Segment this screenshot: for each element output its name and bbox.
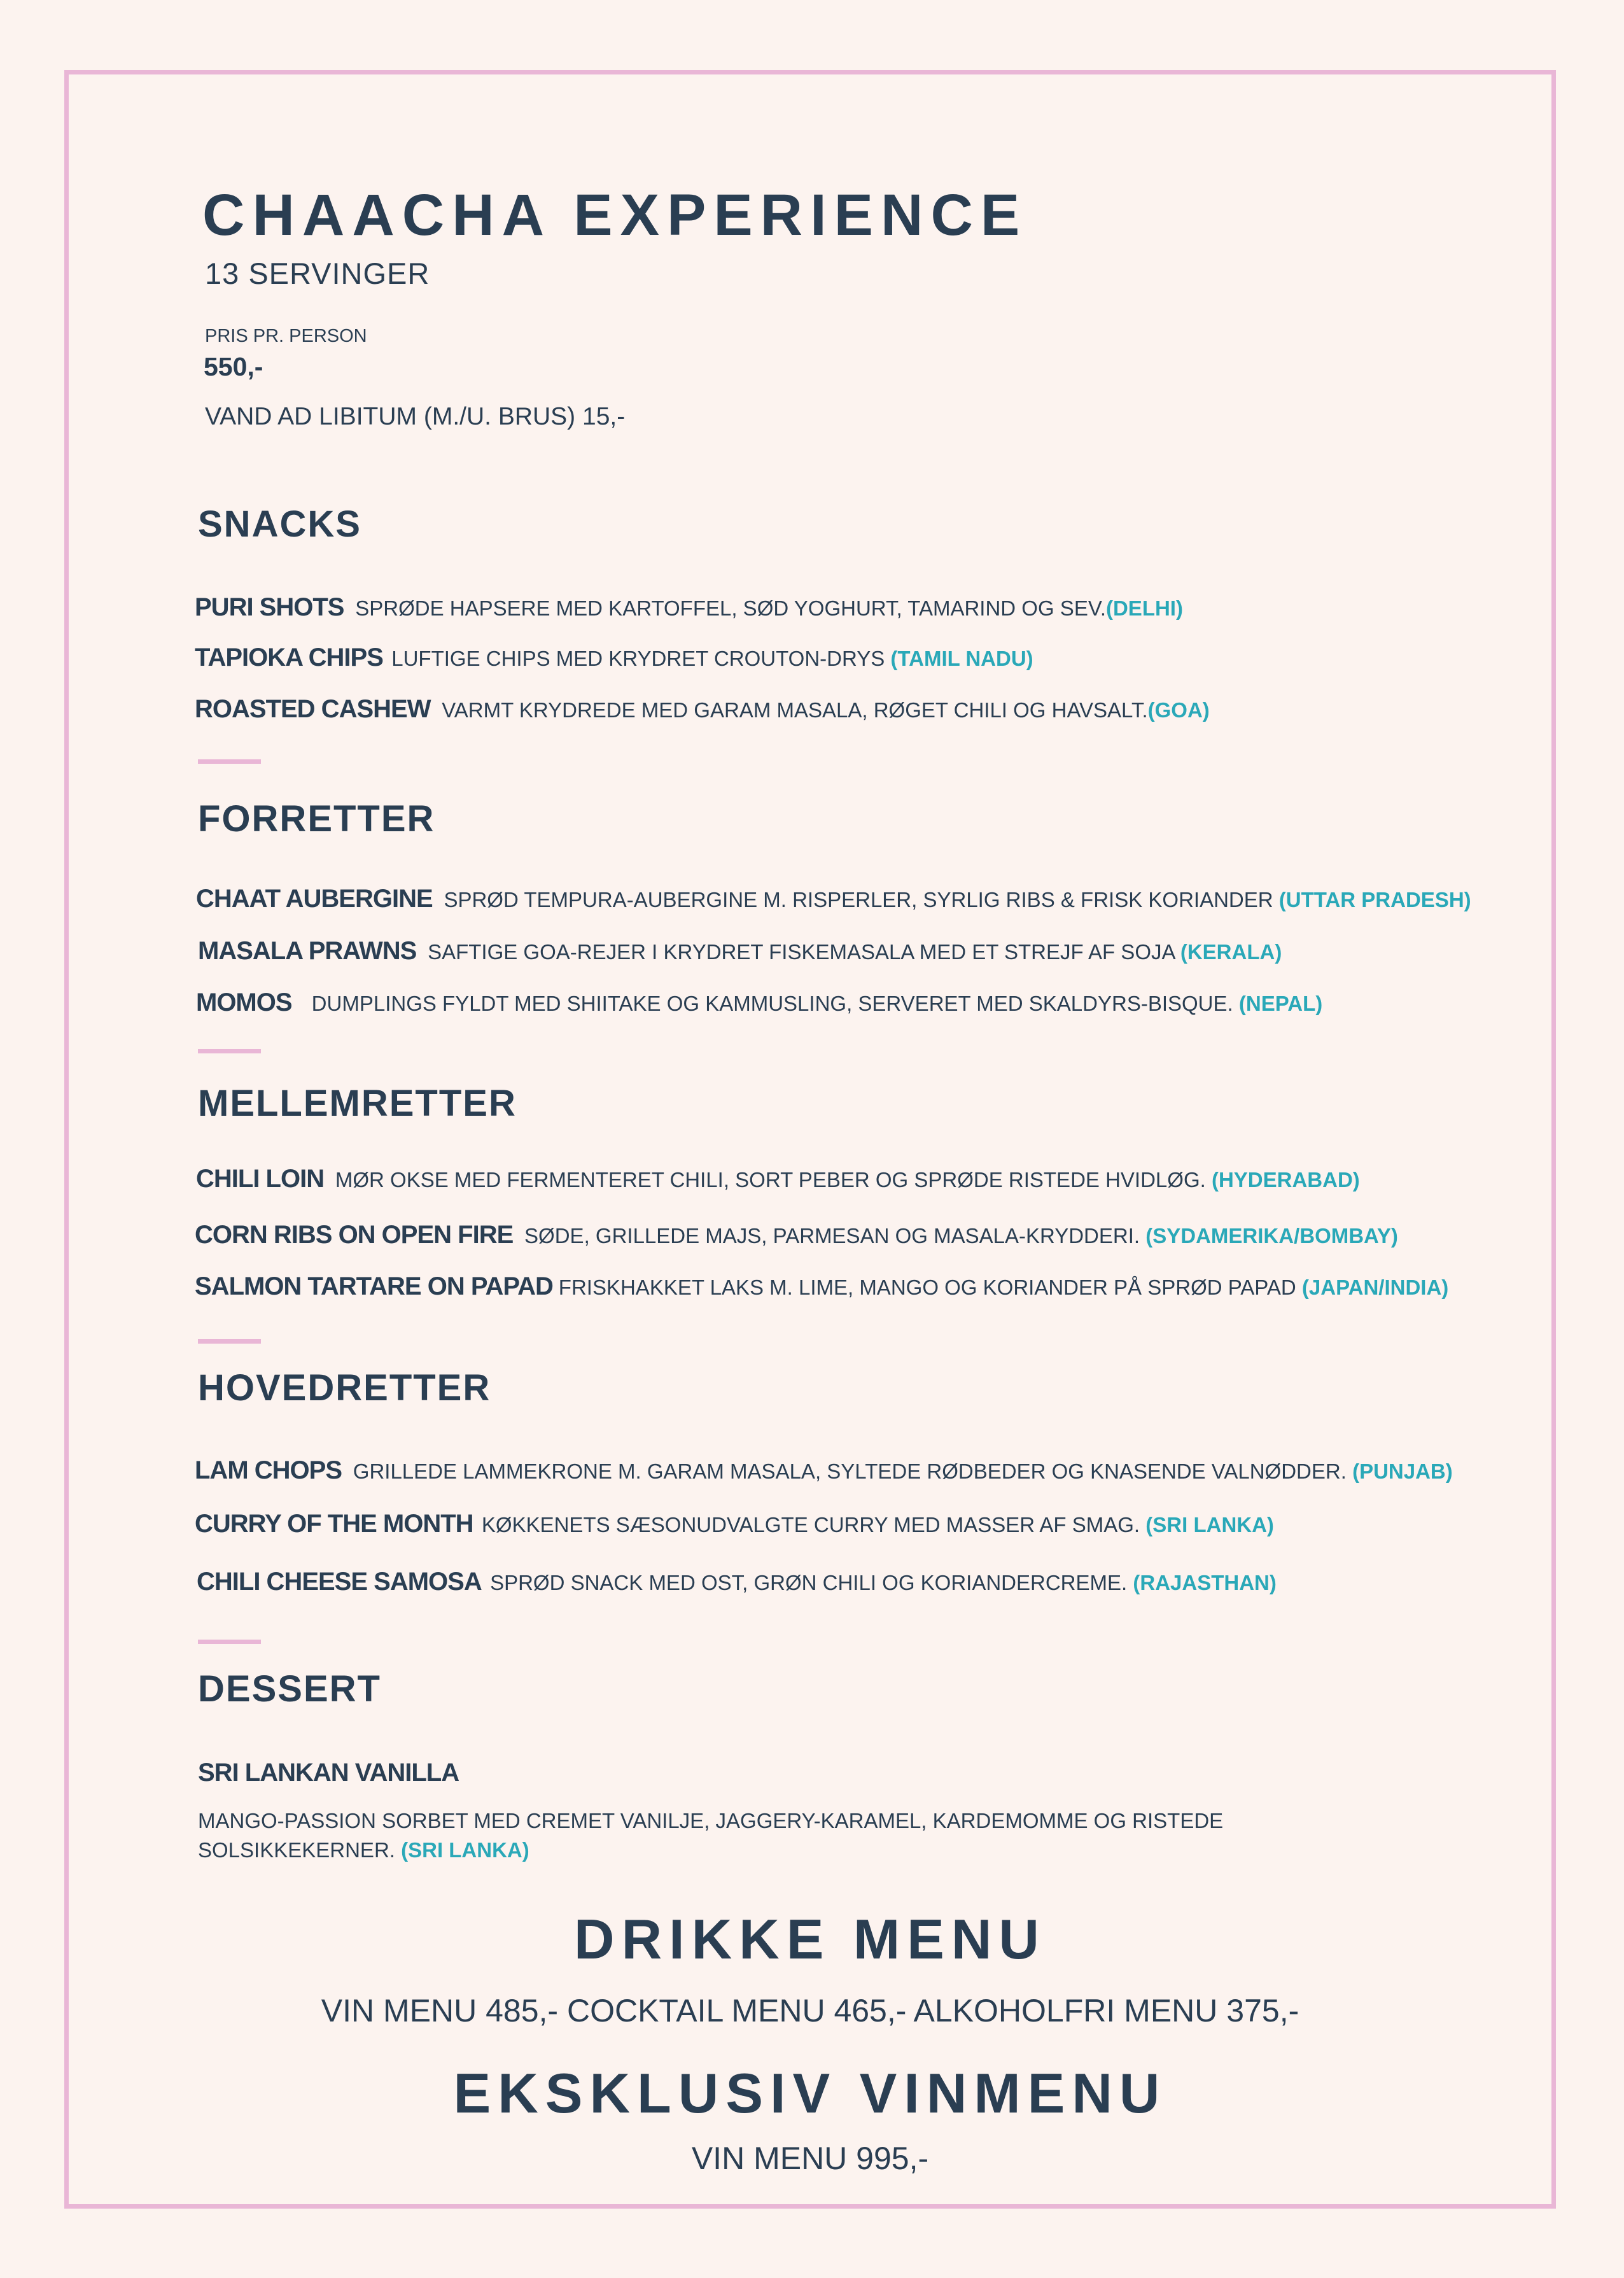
section-title-forretter: FORRETTER — [198, 798, 435, 840]
item-origin: (NEPAL) — [1238, 992, 1323, 1015]
item-desc: MØR OKSE MED FERMENTERET CHILI, SORT PEBER OG SPRØDE RISTEDE HVIDLØG. — [335, 1168, 1212, 1192]
dessert-desc-text: MANGO-PASSION SORBET MED CREMET VANILJE, JAGGERY-KARAMEL, KARDEMOMME OG RISTEDE SOLSIKKEKERNER. — [198, 1809, 1224, 1862]
exclusive-wine-price: VIN MENU 995,- — [691, 2141, 929, 2176]
section-title-snacks: SNACKS — [198, 503, 361, 545]
exclusive-wine-title: EKSKLUSIV VINMENU — [453, 2062, 1167, 2125]
section-divider — [198, 1339, 261, 1344]
item-desc: KØKKENETS SÆSONUDVALGTE CURRY MED MASSER AF SMAG. — [481, 1513, 1146, 1536]
item-desc: SPRØD SNACK MED OST, GRØN CHILI OG KORIANDERCREME. — [490, 1571, 1133, 1594]
section-divider — [198, 1640, 261, 1644]
item-desc: GRILLEDE LAMMEKRONE M. GARAM MASALA, SYLTEDE RØDBEDER OG KNASENDE VALNØDDER. — [353, 1459, 1353, 1483]
servings-count: 13 SERVINGER — [205, 257, 430, 290]
item-name: TAPIOKA CHIPS — [195, 643, 383, 671]
item-name: PURI SHOTS — [195, 593, 344, 621]
item-name: MASALA PRAWNS — [198, 937, 417, 965]
section-title-dessert: DESSERT — [198, 1668, 381, 1710]
item-origin: (UTTAR PRADESH) — [1278, 888, 1471, 911]
dessert-name: SRI LANKAN VANILLA — [198, 1759, 459, 1787]
menu-item — [195, 695, 1210, 724]
item-origin: (KERALA) — [1180, 940, 1282, 964]
item-origin: (RAJASTHAN) — [1133, 1571, 1277, 1594]
menu-item — [195, 1272, 1448, 1301]
menu-frame — [64, 70, 1556, 2209]
item-desc: SPRØD TEMPURA-AUBERGINE M. RISPERLER, SYRLIG RIBS & FRISK KORIANDER — [444, 888, 1279, 911]
menu-item — [195, 593, 1183, 622]
menu-item — [198, 937, 1282, 966]
item-origin: (SYDAMERIKA/BOMBAY) — [1145, 1224, 1398, 1248]
item-origin: (SRI LANKA) — [1145, 1513, 1274, 1536]
item-name: CHILI LOIN — [196, 1165, 325, 1193]
item-origin: (TAMIL NADU) — [890, 647, 1033, 670]
menu-item — [196, 988, 1322, 1017]
section-title-hovedretter: HOVEDRETTER — [198, 1367, 491, 1409]
item-name: ROASTED CASHEW — [195, 695, 431, 723]
item-origin: (JAPAN/INDIA) — [1301, 1276, 1449, 1299]
item-desc: SPRØDE HAPSERE MED KARTOFFEL, SØD YOGHURT, TAMARIND OG SEV. — [355, 596, 1106, 620]
menu-item — [196, 1165, 1360, 1193]
item-desc: SØDE, GRILLEDE MAJS, PARMESAN OG MASALA-KRYDDERI. — [524, 1224, 1146, 1248]
item-name: MOMOS — [196, 988, 292, 1016]
item-origin: (GOA) — [1147, 698, 1210, 722]
water-info: VAND AD LIBITUM (M./U. BRUS) 15,- — [205, 403, 626, 430]
menu-title: CHAACHA EXPERIENCE — [202, 183, 1028, 248]
dessert-desc — [198, 1806, 1280, 1865]
menu-item — [197, 1568, 1277, 1596]
item-desc: LUFTIGE CHIPS MED KRYDRET CROUTON-DRYS — [391, 647, 891, 670]
menu-item — [195, 643, 1033, 672]
dessert-origin: (SRI LANKA) — [401, 1838, 529, 1862]
item-desc: FRISKHAKKET LAKS M. LIME, MANGO OG KORIANDER PÅ SPRØD PAPAD — [558, 1276, 1302, 1299]
drinks-menu-title: DRIKKE MENU — [574, 1908, 1046, 1971]
item-name: CURRY OF THE MONTH — [195, 1510, 473, 1538]
item-desc: VARMT KRYDREDE MED GARAM MASALA, RØGET CHILI OG HAVSALT. — [442, 698, 1148, 722]
item-desc: DUMPLINGS FYLDT MED SHIITAKE OG KAMMUSLING, SERVERET MED SKALDYRS-BISQUE. — [311, 992, 1239, 1015]
section-title-mellemretter: MELLEMRETTER — [198, 1083, 517, 1124]
section-divider — [198, 759, 261, 764]
item-origin: (HYDERABAD) — [1211, 1168, 1360, 1192]
menu-item — [195, 1221, 1398, 1249]
item-origin: (PUNJAB) — [1352, 1459, 1453, 1483]
menu-item — [195, 1510, 1274, 1538]
item-name: SALMON TARTARE ON PAPAD — [195, 1272, 553, 1300]
section-divider — [198, 1049, 261, 1053]
item-name: CORN RIBS ON OPEN FIRE — [195, 1221, 514, 1249]
menu-item — [196, 885, 1471, 913]
drinks-menu-prices: VIN MENU 485,- COCKTAIL MENU 465,- ALKOHOLFRI MENU 375,- — [321, 1993, 1299, 2028]
item-desc: SAFTIGE GOA-REJER I KRYDRET FISKEMASALA MED ET STREJF AF SOJA — [428, 940, 1180, 964]
menu-item — [195, 1456, 1453, 1485]
price-label: PRIS PR. PERSON — [205, 326, 367, 346]
item-name: CHILI CHEESE SAMOSA — [197, 1568, 482, 1596]
price-per-person: 550,- — [204, 352, 263, 381]
item-name: CHAAT AUBERGINE — [196, 885, 433, 913]
item-name: LAM CHOPS — [195, 1456, 342, 1484]
item-origin: (DELHI) — [1105, 596, 1183, 620]
